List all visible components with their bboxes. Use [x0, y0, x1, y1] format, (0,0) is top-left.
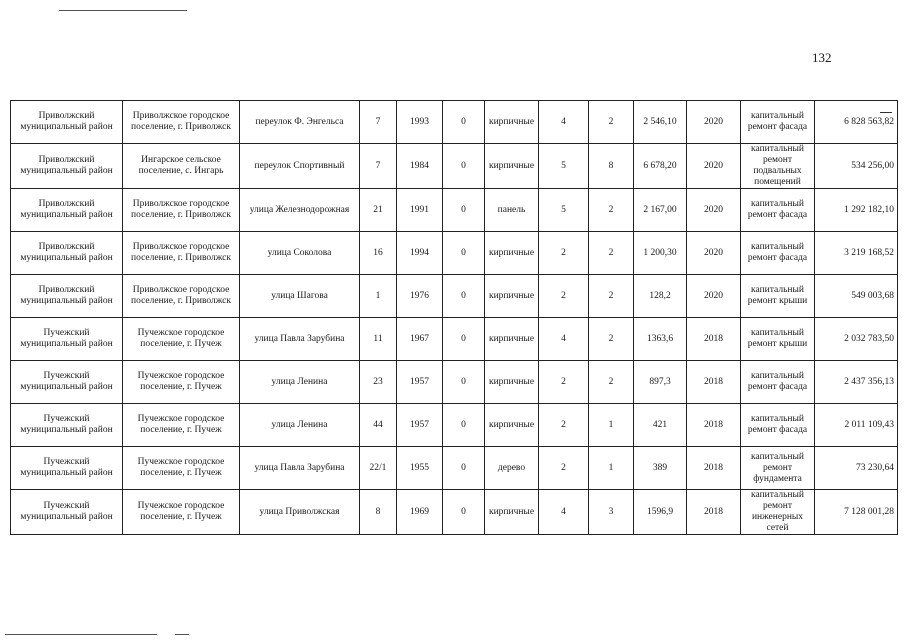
cell-cost: 73 230,64 — [815, 447, 898, 490]
cell-plan-year: 2020 — [687, 144, 741, 189]
cell-cost: 534 256,00 — [815, 144, 898, 189]
cell-plan-year: 2020 — [687, 101, 741, 144]
cell-area: 6 678,20 — [634, 144, 687, 189]
cell-build-year: 1993 — [397, 101, 443, 144]
cell-entrances: 1 — [589, 404, 634, 447]
table-row — [11, 404, 898, 447]
cell-entrances: 3 — [589, 490, 634, 535]
cell-wall-material: кирпичные — [485, 404, 539, 447]
cell-settlement: Пучежское городское поселение, г. Пучеж — [123, 447, 240, 490]
cell-build-year: 1994 — [397, 232, 443, 275]
cell-area: 2 167,00 — [634, 189, 687, 232]
cell-floors: 2 — [539, 447, 589, 490]
cell-plan-year: 2018 — [687, 490, 741, 535]
cell-area: 1596,9 — [634, 490, 687, 535]
cell-area: 389 — [634, 447, 687, 490]
table-row — [11, 490, 898, 535]
cell-floors: 4 — [539, 318, 589, 361]
cell-build-year: 1969 — [397, 490, 443, 535]
cell-settlement: Пучежское городское поселение, г. Пучеж — [123, 490, 240, 535]
cell-entrances: 2 — [589, 361, 634, 404]
cell-street: улица Железнодорожная — [240, 189, 360, 232]
cell-settlement: Приволжское городское поселение, г. Приволжск — [123, 189, 240, 232]
table-body — [11, 101, 898, 535]
cell-street: переулок Ф. Энгельса — [240, 101, 360, 144]
cell-house-number: 22/1 — [360, 447, 397, 490]
table-row — [11, 232, 898, 275]
cell-house-number: 7 — [360, 101, 397, 144]
cell-house-number: 11 — [360, 318, 397, 361]
cell-entrances: 2 — [589, 101, 634, 144]
cell-house-number: 8 — [360, 490, 397, 535]
cell-cost: 2 437 356,13 — [815, 361, 898, 404]
cell-settlement: Приволжское городское поселение, г. Приволжск — [123, 101, 240, 144]
cell-zero: 0 — [443, 447, 485, 490]
cell-area: 897,3 — [634, 361, 687, 404]
cell-house-number: 21 — [360, 189, 397, 232]
cell-wall-material: кирпичные — [485, 232, 539, 275]
cell-cost: 1 292 182,10 — [815, 189, 898, 232]
cell-street: улица Соколова — [240, 232, 360, 275]
cell-work-type: капитальный ремонт подвальных помещений — [741, 144, 815, 189]
cell-plan-year: 2018 — [687, 404, 741, 447]
cell-wall-material: кирпичные — [485, 361, 539, 404]
cell-district: Приволжский муниципальный район — [11, 101, 123, 144]
cell-district: Приволжский муниципальный район — [11, 144, 123, 189]
cell-entrances: 1 — [589, 447, 634, 490]
cell-settlement: Приволжское городское поселение, г. Приволжск — [123, 275, 240, 318]
cell-work-type: капитальный ремонт фасада — [741, 404, 815, 447]
cell-entrances: 8 — [589, 144, 634, 189]
cell-cost: 3 219 168,52 — [815, 232, 898, 275]
cell-work-type: капитальный ремонт фасада — [741, 232, 815, 275]
cell-plan-year: 2020 — [687, 232, 741, 275]
cell-build-year: 1991 — [397, 189, 443, 232]
cell-street: улица Приволжская — [240, 490, 360, 535]
cell-area: 1 200,30 — [634, 232, 687, 275]
cell-zero: 0 — [443, 189, 485, 232]
cell-settlement: Ингарское сельское поселение, с. Ингарь — [123, 144, 240, 189]
cell-wall-material: панель — [485, 189, 539, 232]
repair-table — [10, 100, 898, 535]
cell-settlement: Пучежское городское поселение, г. Пучеж — [123, 404, 240, 447]
cell-area: 1363,6 — [634, 318, 687, 361]
cell-work-type: капитальный ремонт фундамента — [741, 447, 815, 490]
cell-house-number: 7 — [360, 144, 397, 189]
cell-district: Приволжский муниципальный район — [11, 232, 123, 275]
cell-floors: 4 — [539, 490, 589, 535]
cell-floors: 2 — [539, 275, 589, 318]
cell-street: улица Ленина — [240, 361, 360, 404]
cell-cost: 6 828 563,82 — [815, 101, 898, 144]
table-row — [11, 447, 898, 490]
cell-district: Пучежский муниципальный район — [11, 490, 123, 535]
cell-floors: 2 — [539, 404, 589, 447]
cell-work-type: капитальный ремонт фасада — [741, 189, 815, 232]
cell-entrances: 2 — [589, 232, 634, 275]
cell-zero: 0 — [443, 232, 485, 275]
cell-floors: 4 — [539, 101, 589, 144]
table-row — [11, 189, 898, 232]
cell-cost: 549 003,68 — [815, 275, 898, 318]
table-row — [11, 144, 898, 189]
table-row — [11, 361, 898, 404]
cell-wall-material: кирпичные — [485, 490, 539, 535]
cell-plan-year: 2020 — [687, 189, 741, 232]
cell-cost: 2 032 783,50 — [815, 318, 898, 361]
cell-area: 128,2 — [634, 275, 687, 318]
cell-wall-material: кирпичные — [485, 144, 539, 189]
cell-street: улица Шагова — [240, 275, 360, 318]
cell-zero: 0 — [443, 101, 485, 144]
cell-wall-material: дерево — [485, 447, 539, 490]
cell-entrances: 2 — [589, 189, 634, 232]
cell-work-type: капитальный ремонт крыши — [741, 318, 815, 361]
cell-settlement: Пучежское городское поселение, г. Пучеж — [123, 361, 240, 404]
cell-cost: 2 011 109,43 — [815, 404, 898, 447]
cell-floors: 5 — [539, 144, 589, 189]
cell-entrances: 2 — [589, 275, 634, 318]
cell-settlement: Приволжское городское поселение, г. Приволжск — [123, 232, 240, 275]
table-row — [11, 275, 898, 318]
cell-entrances: 2 — [589, 318, 634, 361]
cell-build-year: 1976 — [397, 275, 443, 318]
cell-street: улица Ленина — [240, 404, 360, 447]
cell-floors: 5 — [539, 189, 589, 232]
cell-area: 2 546,10 — [634, 101, 687, 144]
bottom-rule-short — [175, 634, 189, 635]
cell-district: Приволжский муниципальный район — [11, 275, 123, 318]
cell-plan-year: 2018 — [687, 318, 741, 361]
cell-zero: 0 — [443, 318, 485, 361]
cell-build-year: 1957 — [397, 361, 443, 404]
cell-zero: 0 — [443, 404, 485, 447]
cell-zero: 0 — [443, 490, 485, 535]
cell-plan-year: 2018 — [687, 361, 741, 404]
cell-house-number: 1 — [360, 275, 397, 318]
cell-zero: 0 — [443, 144, 485, 189]
cell-street: переулок Спортивный — [240, 144, 360, 189]
cell-zero: 0 — [443, 361, 485, 404]
cell-wall-material: кирпичные — [485, 275, 539, 318]
cell-plan-year: 2020 — [687, 275, 741, 318]
cell-district: Пучежский муниципальный район — [11, 318, 123, 361]
cell-house-number: 16 — [360, 232, 397, 275]
cell-district: Пучежский муниципальный район — [11, 404, 123, 447]
cell-district: Пучежский муниципальный район — [11, 447, 123, 490]
cell-build-year: 1957 — [397, 404, 443, 447]
cell-plan-year: 2018 — [687, 447, 741, 490]
cell-district: Приволжский муниципальный район — [11, 189, 123, 232]
cell-house-number: 23 — [360, 361, 397, 404]
cell-house-number: 44 — [360, 404, 397, 447]
cell-settlement: Пучежское городское поселение, г. Пучеж — [123, 318, 240, 361]
cell-district: Пучежский муниципальный район — [11, 361, 123, 404]
cell-build-year: 1967 — [397, 318, 443, 361]
cell-work-type: капитальный ремонт фасада — [741, 361, 815, 404]
cell-wall-material: кирпичные — [485, 318, 539, 361]
cell-build-year: 1955 — [397, 447, 443, 490]
cell-floors: 2 — [539, 232, 589, 275]
cell-floors: 2 — [539, 361, 589, 404]
cell-work-type: капитальный ремонт крыши — [741, 275, 815, 318]
cell-build-year: 1984 — [397, 144, 443, 189]
cell-area: 421 — [634, 404, 687, 447]
top-rule — [59, 10, 187, 11]
cell-work-type: капитальный ремонт фасада — [741, 101, 815, 144]
cell-wall-material: кирпичные — [485, 101, 539, 144]
cell-street: улица Павла Зарубина — [240, 318, 360, 361]
cell-work-type: капитальный ремонт инженерных сетей — [741, 490, 815, 535]
cell-street: улица Павла Зарубина — [240, 447, 360, 490]
table-row — [11, 101, 898, 144]
cell-zero: 0 — [443, 275, 485, 318]
bottom-rule — [5, 634, 157, 635]
table-row — [11, 318, 898, 361]
cell-cost: 7 128 001,28 — [815, 490, 898, 535]
page-number: 132 — [812, 50, 832, 65]
